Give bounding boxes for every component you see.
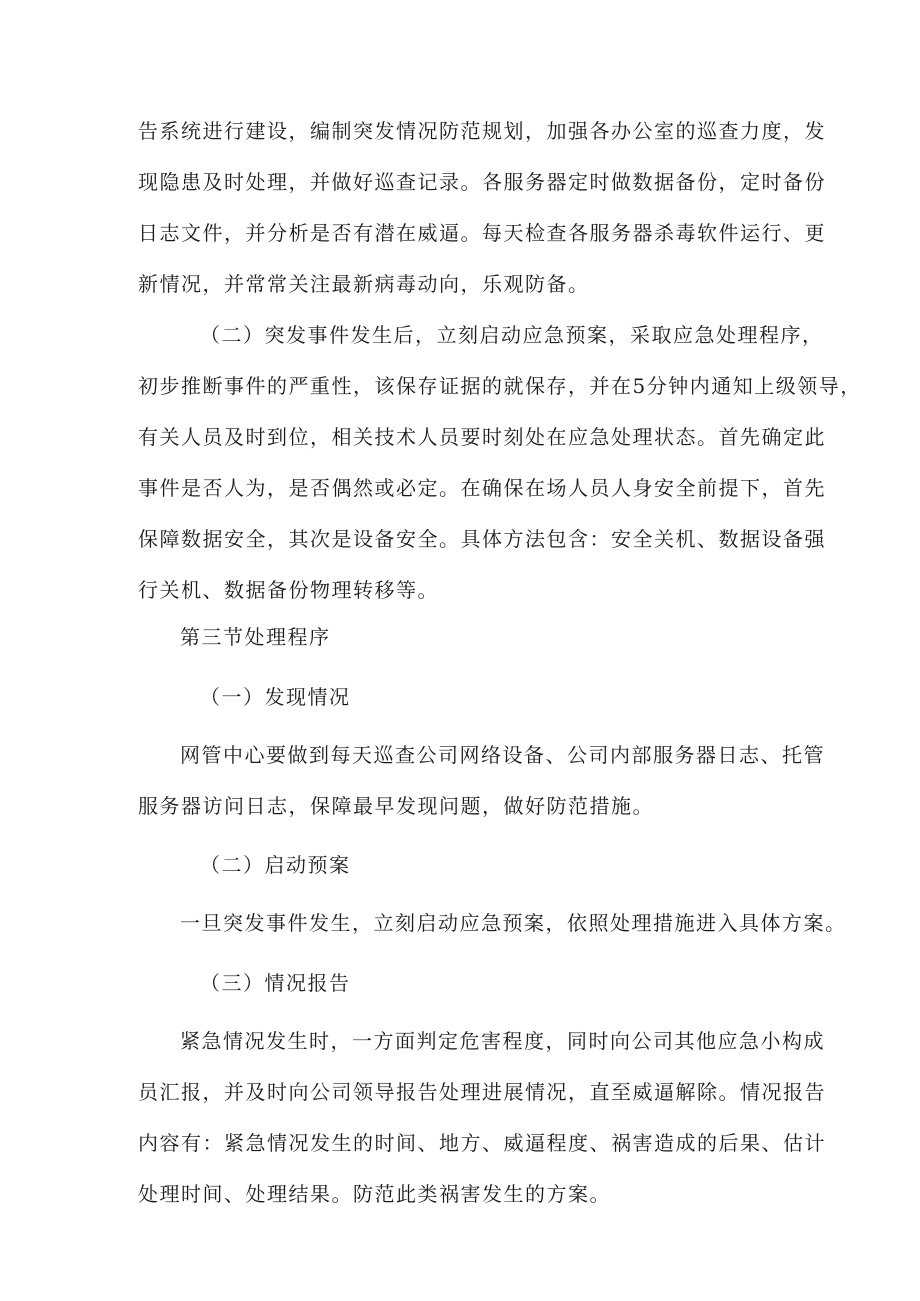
paragraph-line: 紧急情况发生时，一方面判定危害程度，同时向公司其他应急小构成 [180,1029,825,1053]
subsection-title: （二）启动预案 [200,853,351,877]
subsection-title: （三）情况报告 [200,971,351,995]
subsection-title: （一）发现情况 [200,685,351,709]
paragraph-line: 网管中心要做到每天巡查公司网络设备、公司内部服务器日志、托管 [180,743,825,767]
paragraph-line: 告系统进行建设，编制突发情况防范规划，加强各办公室的巡查力度，发 [138,119,826,143]
paragraph-line: （二）突发事件发生后，立刻启动应急预案，采取应急处理程序， [200,323,824,347]
section-title: 第三节处理程序 [180,625,331,649]
paragraph-line: 行关机、数据备份物理转移等。 [138,578,439,602]
paragraph-line: 初步推断事件的严重性，该保存证据的就保存，并在5分钟内通知上级领导， [138,374,862,398]
paragraph-line: 有关人员及时到位，相关技术人员要时刻处在应急处理状态。首先确定此 [138,425,826,449]
subsection-heading-3 [138,958,788,1009]
subsection-heading-2 [138,840,788,891]
paragraph-line: 日志文件，并分析是否有潜在威逼。每天检查各服务器杀毒软件运行、更 [138,221,826,245]
paragraph-5 [138,1016,826,1220]
paragraph-line: 一旦突发事件发生，立刻启动应急预案，依照处理措施进入具体方案。 [180,911,847,935]
paragraph-line: 新情况，并常常关注最新病毒动向，乐观防备。 [138,272,590,296]
paragraph-2 [138,310,862,616]
section-heading [138,612,788,663]
paragraph-line: 服务器访问日志，保障最早发现问题，做好防范措施。 [138,794,654,818]
paragraph-line: 内容有：紧急情况发生的时间、地方、威逼程度、祸害造成的后果、估计 [138,1131,826,1155]
paragraph-line: 处理时间、处理结果。防范此类祸害发生的方案。 [138,1182,611,1206]
paragraph-line: 员汇报，并及时向公司领导报告处理进展情况，直至威逼解除。情况报告 [138,1080,826,1104]
paragraph-line: 保障数据安全，其次是设备安全。具体方法包含：安全关机、数据设备强 [138,527,826,551]
paragraph-3 [138,730,825,832]
subsection-heading-1 [138,672,788,723]
paragraph-1 [138,106,826,310]
paragraph-line: 现隐患及时处理，并做好巡查记录。各服务器定时做数据备份，定时备份 [138,170,826,194]
paragraph-4 [138,898,847,949]
paragraph-line: 事件是否人为，是否偶然或必定。在确保在场人员人身安全前提下，首先 [138,476,826,500]
